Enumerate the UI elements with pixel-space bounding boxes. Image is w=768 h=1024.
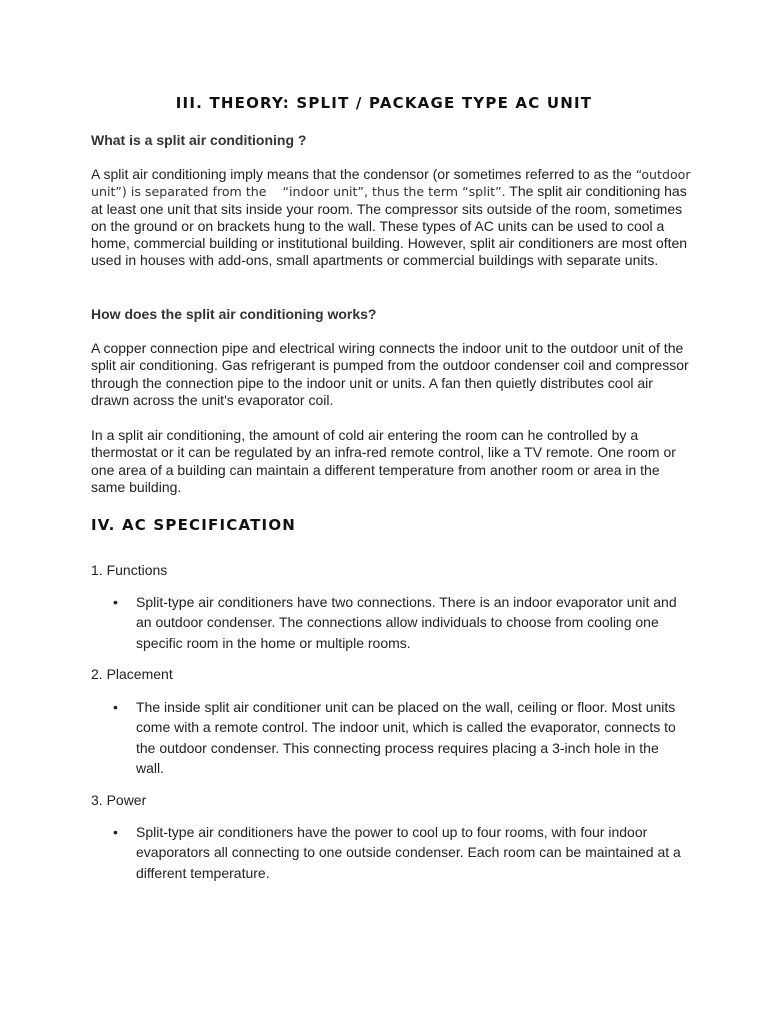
bullet-icon: • <box>113 699 118 715</box>
section-heading-ac-specification: IV. AC SPECIFICATION <box>91 516 297 534</box>
paragraph-temperature-control: In a split air conditioning, the amount of cold air entering the room can he controlled by a thermostat or it can be regulated by an infra-red remote control, like a TV remote. One room or one area of a building can maintain a different temperature from another room or area in the same building. <box>91 427 676 495</box>
bullet-icon: • <box>113 594 118 610</box>
list-item-power-text: Split-type air conditioners have the power to cool up to four rooms, with four indoor evaporators all connecting to one outside condenser. Each room can be maintained at a different temperature. <box>136 824 681 881</box>
item-heading-functions: 1. Functions <box>91 562 168 578</box>
document-title: III. THEORY: SPLIT / PACKAGE TYPE AC UNIT <box>175 94 593 112</box>
paragraph-split-definition-part1: A split air conditioning imply means that the condensor (or sometimes referred to as the <box>91 166 636 182</box>
question-what-is-split: What is a split air conditioning ? <box>91 132 307 148</box>
bullet-icon: • <box>113 824 118 840</box>
list-item-placement-text: The inside split air conditioner unit can be placed on the wall, ceiling or floor. Most units come with a remote control. The indoor unit, which is called the evaporator, connects to the outdoor condenser. This connecting process requires placing a 3-inch hole in the wall. <box>136 699 676 776</box>
item-heading-power: 3. Power <box>91 792 147 808</box>
paragraph-split-definition-part3: The split air conditioning has at least one unit that sits inside your room. The compressor sits outside of the room, sometimes on the ground or on brackets hung to the wall. These types of AC units can be used to cool a home, commercial building or institutional building. However, split air conditioners are most often used in houses with add-ons, small apartments or commercial buildings with separate units. <box>91 183 688 269</box>
paragraph-split-definition-part2: “outdoor unit”) is separated from the “indoor unit”, thus the term “split”. <box>91 167 691 200</box>
question-how-it-works: How does the split air conditioning works? <box>91 306 377 322</box>
item-heading-placement: 2. Placement <box>91 666 173 682</box>
paragraph-split-definition <box>91 166 691 270</box>
paragraph-how-it-works: A copper connection pipe and electrical wiring connects the indoor unit to the outdoor unit of the split air conditioning. Gas refrigerant is pumped from the outdoor condenser coil and compressor through the connection pipe to the indoor unit or units. A fan then quietly distributes cool air drawn across the unit's evaporator coil. <box>91 340 689 408</box>
list-item-functions-text: Split-type air conditioners have two connections. There is an indoor evaporator unit and an outdoor condenser. The connections allow individuals to choose from cooling one specific room in the home or multiple rooms. <box>136 594 677 651</box>
